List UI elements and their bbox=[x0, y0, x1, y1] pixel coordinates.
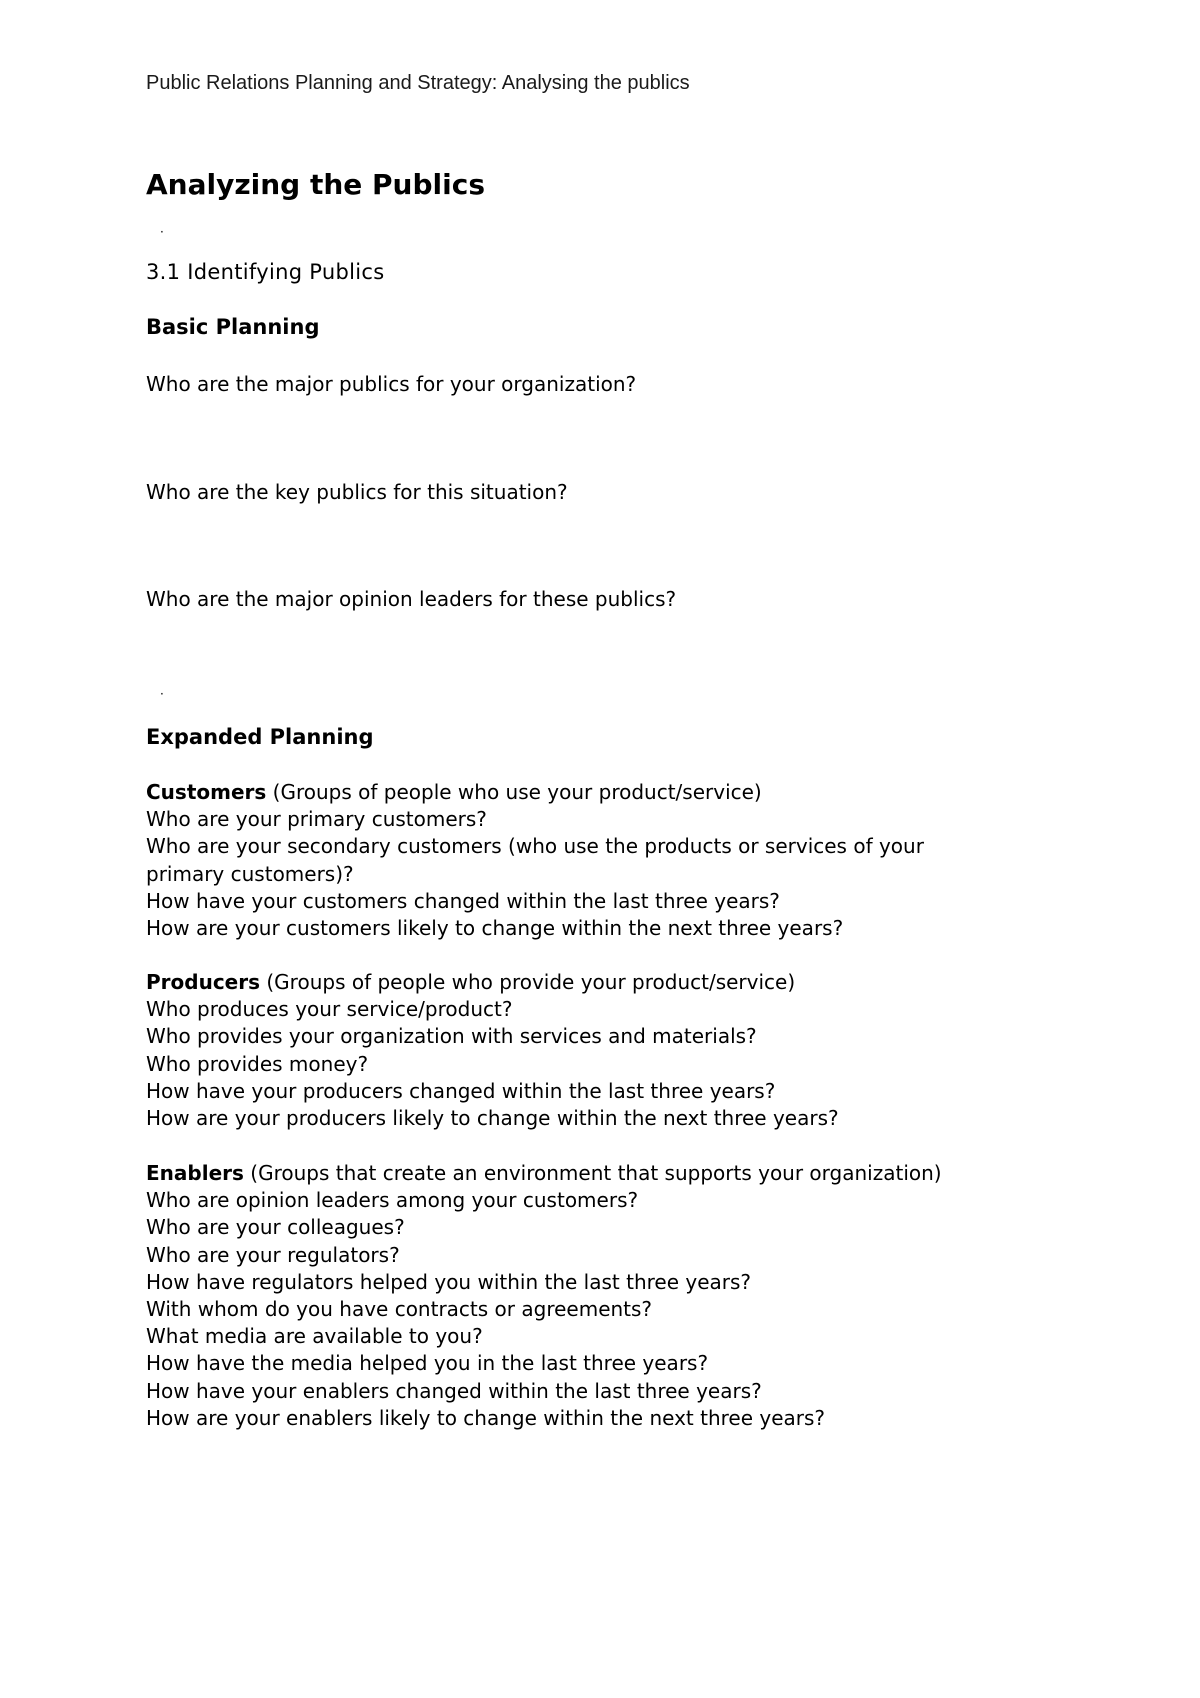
group-question: Who are your secondary customers (who use the products or services of your bbox=[146, 834, 924, 859]
section-heading: 3.1 Identifying Publics bbox=[146, 260, 385, 284]
basic-planning-heading: Basic Planning bbox=[146, 315, 320, 339]
basic-question-2: Who are the key publics for this situation? bbox=[146, 480, 568, 504]
group-question: How have your customers changed within the last three years? bbox=[146, 888, 780, 913]
group-description: (Groups of people who provide your product/service) bbox=[260, 970, 796, 994]
stray-dot: · bbox=[160, 225, 164, 239]
document-page bbox=[146, 0, 1126, 1698]
group-question: What media are available to you? bbox=[146, 1324, 483, 1349]
basic-question-1: Who are the major publics for your organization? bbox=[146, 372, 637, 396]
group-question: How have your enablers changed within the last three years? bbox=[146, 1378, 762, 1403]
producers-group bbox=[146, 969, 1076, 1132]
group-question: How are your customers likely to change within the next three years? bbox=[146, 916, 844, 941]
group-question: How are your producers likely to change within the next three years? bbox=[146, 1106, 839, 1131]
group-description: (Groups that create an environment that supports your organization) bbox=[243, 1161, 942, 1185]
group-question: Who provides your organization with services and materials? bbox=[146, 1024, 757, 1049]
group-question: Who provides money? bbox=[146, 1051, 369, 1076]
basic-question-3: Who are the major opinion leaders for these publics? bbox=[146, 587, 677, 611]
group-question: Who produces your service/product? bbox=[146, 997, 513, 1022]
stray-dot: · bbox=[160, 687, 164, 701]
expanded-planning-heading: Expanded Planning bbox=[146, 725, 374, 749]
running-header: Public Relations Planning and Strategy: Analysing the publics bbox=[146, 72, 690, 94]
group-question: Who are your colleagues? bbox=[146, 1215, 405, 1240]
group-header bbox=[146, 779, 1076, 806]
group-question: primary customers)? bbox=[146, 861, 354, 886]
group-term: Customers bbox=[146, 780, 267, 804]
enablers-group bbox=[146, 1160, 1076, 1432]
group-term: Producers bbox=[146, 970, 261, 994]
group-question: Who are your primary customers? bbox=[146, 807, 487, 832]
group-question: How are your enablers likely to change within the next three years? bbox=[146, 1405, 826, 1430]
group-header bbox=[146, 969, 1076, 996]
group-question: With whom do you have contracts or agreements? bbox=[146, 1297, 653, 1322]
customers-group bbox=[146, 779, 1076, 942]
group-header bbox=[146, 1160, 1076, 1187]
group-question: How have the media helped you in the last three years? bbox=[146, 1351, 709, 1376]
group-question: Who are your regulators? bbox=[146, 1242, 400, 1267]
group-description: (Groups of people who use your product/service) bbox=[266, 780, 762, 804]
group-term: Enablers bbox=[146, 1161, 244, 1185]
group-question: How have regulators helped you within the last three years? bbox=[146, 1269, 752, 1294]
group-question: Who are opinion leaders among your customers? bbox=[146, 1188, 639, 1213]
group-question: How have your producers changed within the last three years? bbox=[146, 1078, 776, 1103]
page-title: Analyzing the Publics bbox=[146, 168, 485, 201]
